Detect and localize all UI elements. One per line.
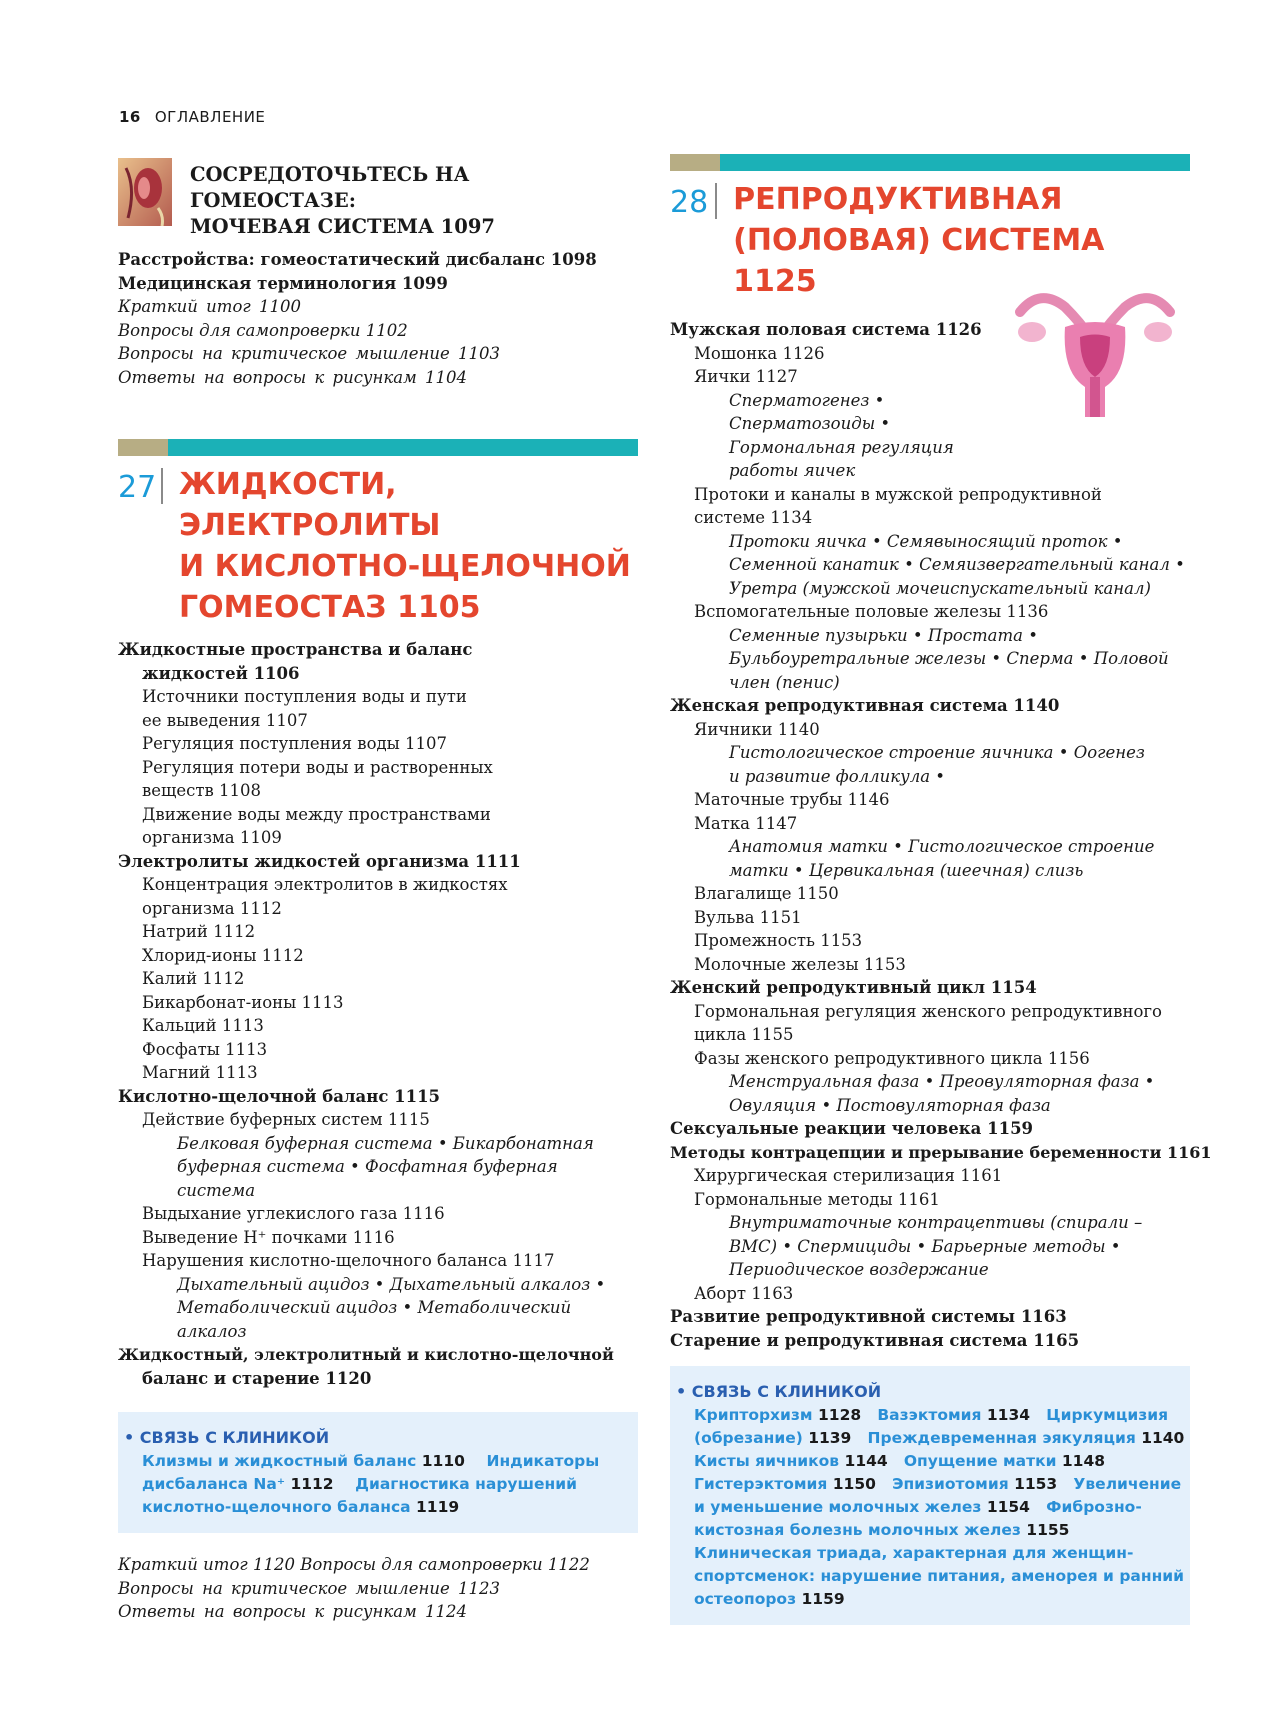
clinic-line	[694, 1588, 1178, 1611]
clinic-page: 1112	[290, 1475, 334, 1493]
clinic-page: 1140	[1141, 1429, 1185, 1447]
toc-subentry[interactable]: Метаболический ацидоз • Метаболический	[177, 1298, 572, 1317]
toc-subentry[interactable]: Дыхательный ацидоз • Дыхательный алкалоз •	[177, 1274, 606, 1294]
toc-subentry[interactable]: Белковая буферная система • Бикарбонатная	[177, 1133, 594, 1153]
toc-entry[interactable]: Ответы на вопросы к рисункам 1104	[118, 367, 467, 387]
toc-entry[interactable]: Медицинская терминология 1099	[118, 273, 448, 293]
chapter-number: 27	[118, 470, 157, 505]
toc-subentry[interactable]: и развитие фолликула •	[729, 766, 946, 786]
clinic-line	[694, 1450, 1178, 1473]
clinic-link[interactable]: Преждевременная эякуляция	[867, 1429, 1136, 1447]
clinic-page: 1153	[1014, 1475, 1058, 1493]
toc-entry[interactable]: баланс и старение 1120	[142, 1368, 372, 1388]
clinic-page: 1144	[844, 1452, 888, 1470]
clinic-link[interactable]: Фиброзно-	[1046, 1498, 1142, 1516]
toc-entry[interactable]: Гормональные методы 1161	[694, 1189, 940, 1209]
clinic-box	[118, 1412, 638, 1533]
toc-entry[interactable]: Вопросы для самопроверки 1102	[118, 320, 408, 340]
toc-entry[interactable]: Ответы на вопросы к рисункам 1124	[118, 1602, 467, 1621]
toc-entry[interactable]: Сексуальные реакции человека 1159	[670, 1119, 1034, 1138]
toc-subentry[interactable]: Семенные пузырьки • Простата •	[729, 625, 1038, 645]
clinic-link[interactable]: Клиническая триада, характерная для женщин-	[694, 1544, 1134, 1562]
toc-entry[interactable]: ее выведения 1107	[142, 710, 308, 730]
toc-subentry[interactable]: Семенной канатик • Семяизвергательный канал •	[729, 555, 1185, 574]
chapter-color-bar	[118, 439, 638, 456]
clinic-link[interactable]: Увеличение	[1073, 1475, 1182, 1493]
toc-entry[interactable]: Старение и репродуктивная система 1165	[670, 1330, 1080, 1350]
toc-subentry[interactable]: Уретра (мужской мочеиспускательный канал)	[729, 578, 1151, 598]
toc-subentry[interactable]: буферная система • Фосфатная буферная	[177, 1157, 558, 1176]
toc-entry[interactable]: Магний 1113	[142, 1063, 258, 1082]
clinic-link[interactable]: Диагностика нарушений	[355, 1475, 577, 1493]
toc-subentry[interactable]: член (пенис)	[729, 672, 840, 692]
clinic-link[interactable]: кислотно-щелочного баланса	[142, 1498, 411, 1516]
chapter-title-line: ЖИДКОСТИ, ЭЛЕКТРОЛИТЫ	[179, 467, 441, 543]
clinic-page: 1155	[1026, 1521, 1070, 1539]
clinic-link[interactable]: Гистерэктомия	[694, 1475, 828, 1493]
focus-title	[190, 162, 638, 240]
toc-entry[interactable]: Жидкостный, электролитный и кислотно-щелочной	[118, 1345, 614, 1364]
toc-entry[interactable]: Движение воды между пространствами	[142, 804, 491, 824]
toc-entry[interactable]: Молочные железы 1153	[694, 954, 906, 974]
clinic-page: 1110	[421, 1452, 465, 1470]
clinic-line	[694, 1519, 1178, 1542]
toc-entry[interactable]: организма 1109	[142, 828, 282, 847]
chapter-rule	[715, 183, 717, 219]
toc-entry[interactable]: системе 1134	[694, 508, 813, 527]
toc-subentry[interactable]: Сперматогенез •	[729, 390, 885, 410]
toc-entry[interactable]: Фосфаты 1113	[142, 1039, 268, 1059]
toc-entry[interactable]: Протоки и каналы в мужской репродуктивной	[694, 484, 1102, 504]
clinic-link[interactable]: Вазэктомия	[877, 1406, 982, 1424]
toc-subentry[interactable]: Гистологическое строение яичника • Оогенез	[729, 743, 1145, 762]
clinic-line	[694, 1565, 1185, 1588]
toc-entry[interactable]: Регуляция поступления воды 1107	[142, 734, 448, 753]
toc-entry[interactable]: Нарушения кислотно-щелочного баланса 1117	[142, 1251, 555, 1270]
toc-entry[interactable]: Бикарбонат-ионы 1113	[142, 992, 344, 1012]
clinic-page: 1134	[986, 1406, 1031, 1424]
left-column	[118, 158, 638, 1624]
toc-entry[interactable]: веществ 1108	[142, 781, 262, 800]
toc-entry[interactable]: Калий 1112	[142, 969, 245, 988]
clinic-link[interactable]: Опущение матки	[903, 1452, 1057, 1470]
chapter-title-line: И КИСЛОТНО-ЩЕЛОЧНОЙ	[179, 549, 631, 584]
clinic-page: 1150	[832, 1475, 876, 1493]
chapter-27-entries	[118, 638, 638, 1390]
toc-entry[interactable]: организма 1112	[142, 898, 282, 918]
toc-entry[interactable]: Краткий итог 1100	[118, 297, 301, 316]
toc-entry[interactable]: Выведение H⁺ почками 1116	[142, 1227, 395, 1247]
clinic-line	[142, 1473, 626, 1496]
toc-subentry[interactable]: Протоки яичка • Семявыносящий проток •	[729, 531, 1123, 551]
clinic-body	[124, 1450, 626, 1519]
toc-entry[interactable]: Источники поступления воды и пути	[142, 687, 467, 706]
clinic-body	[676, 1404, 1185, 1611]
chapter-title-line: (ПОЛОВАЯ) СИСТЕМА 1125	[733, 223, 1105, 299]
running-header	[119, 108, 265, 126]
clinic-link[interactable]: Крипторхизм	[694, 1406, 813, 1424]
toc-entry[interactable]: Яички 1127	[694, 367, 798, 386]
toc-entry[interactable]: Промежность 1153	[694, 931, 863, 950]
clinic-link[interactable]: кистозная болезнь молочных желез	[694, 1521, 1021, 1539]
clinic-link[interactable]: спортсменок: нарушение питания, аменорея и ранний	[694, 1567, 1185, 1585]
toc-entry[interactable]: Развитие репродуктивной системы 1163	[670, 1307, 1067, 1326]
toc-entry[interactable]: Женская репродуктивная система 1140	[670, 696, 1060, 715]
clinic-line	[142, 1496, 626, 1519]
chapter-number: 28	[670, 185, 709, 220]
chapter-color-bar	[670, 154, 1190, 171]
toc-entry[interactable]: жидкостей 1106	[142, 663, 300, 683]
clinic-heading: • СВЯЗЬ С КЛИНИКОЙ	[676, 1382, 882, 1401]
clinic-line	[142, 1450, 626, 1473]
focus-entries	[118, 248, 638, 389]
focus-title-line: МОЧЕВАЯ СИСТЕМА 1097	[190, 215, 495, 238]
toc-entry[interactable]: Гормональная регуляция женского репродуктивного	[694, 1001, 1162, 1021]
toc-entry[interactable]: Маточные трубы 1146	[694, 790, 890, 809]
focus-block	[118, 158, 638, 238]
uterus-illustration-icon	[1010, 282, 1180, 422]
toc-subentry[interactable]: Менструальная фаза • Преовуляторная фаза •	[729, 1072, 1155, 1091]
toc-entry[interactable]: Жидкостные пространства и баланс	[118, 640, 473, 659]
toc-entry[interactable]: Выдыхание углекислого газа 1116	[142, 1204, 445, 1223]
toc-entry[interactable]: Концентрация электролитов в жидкостях	[142, 875, 508, 894]
toc-entry[interactable]: Мошонка 1126	[694, 343, 825, 363]
toc-entry[interactable]: Вопросы на критическое мышление 1103	[118, 344, 500, 363]
toc-entry[interactable]: Регуляция потери воды и растворенных	[142, 757, 493, 777]
toc-subentry[interactable]: Гормональная регуляция	[729, 437, 954, 457]
clinic-page: 1139	[808, 1429, 852, 1447]
chapter-27	[118, 439, 638, 1624]
chapter-title[interactable]	[179, 462, 638, 628]
toc-entry[interactable]: Натрий 1112	[142, 922, 256, 941]
clinic-heading: • СВЯЗЬ С КЛИНИКОЙ	[124, 1428, 330, 1447]
toc-entry[interactable]: Электролиты жидкостей организма 1111	[118, 851, 521, 871]
clinic-line	[694, 1496, 1178, 1519]
toc-entry[interactable]: Мужская половая система 1126	[670, 320, 982, 339]
toc-subentry[interactable]: Анатомия матки • Гистологическое строение	[729, 837, 1155, 856]
toc-entry[interactable]: Вспомогательные половые железы 1136	[694, 602, 1049, 621]
toc-subentry[interactable]: Периодическое воздержание	[729, 1260, 989, 1279]
clinic-link[interactable]: Циркумцизия	[1046, 1406, 1169, 1424]
page-number: 16	[119, 108, 141, 126]
clinic-line	[694, 1473, 1182, 1496]
toc-entry[interactable]: Вопросы на критическое мышление 1123	[118, 1578, 500, 1598]
clinic-link[interactable]: и уменьшение молочных желез	[694, 1498, 982, 1516]
toc-subentry[interactable]: матки • Цервикальная (шеечная) слизь	[729, 860, 1084, 880]
focus-title-line: СОСРЕДОТОЧЬТЕСЬ НА ГОМЕОСТАЗЕ:	[190, 163, 470, 212]
clinic-page: 1154	[986, 1498, 1030, 1516]
toc-entry[interactable]: Яичники 1140	[694, 719, 820, 739]
chapter-28-entries	[670, 318, 1212, 1352]
toc-subentry[interactable]: алкалоз	[177, 1321, 247, 1341]
clinic-line	[694, 1542, 1178, 1565]
clinic-link[interactable]: Клизмы и жидкостный баланс	[142, 1452, 417, 1470]
chapter-title-line: ГОМЕОСТАЗ 1105	[179, 590, 481, 625]
clinic-page: 1148	[1061, 1452, 1106, 1470]
chapter-title-line: РЕПРОДУКТИВНАЯ	[733, 182, 1063, 217]
clinic-link[interactable]: (обрезание)	[694, 1429, 803, 1447]
toc-entry[interactable]: Хлорид-ионы 1112	[142, 945, 304, 965]
toc-entry[interactable]: Вульва 1151	[694, 907, 802, 927]
clinic-link[interactable]: Кисты яичников	[694, 1452, 840, 1470]
toc-entry[interactable]: Методы контрацепции и прерывание беременности 1161	[670, 1142, 1212, 1162]
toc-entry[interactable]: Матка 1147	[694, 813, 798, 833]
toc-entry[interactable]: Влагалище 1150	[694, 884, 839, 903]
toc-entry[interactable]: Краткий итог 1120 Вопросы для самопроверки 1122	[118, 1555, 590, 1574]
clinic-link[interactable]: Эпизиотомия	[892, 1475, 1009, 1493]
chapter-27-tail	[118, 1553, 638, 1624]
clinic-page: 1159	[801, 1590, 845, 1608]
clinic-link[interactable]: Индикаторы	[486, 1452, 600, 1470]
clinic-line	[694, 1404, 1178, 1427]
toc-subentry[interactable]: Внутриматочные контрацептивы (спирали –	[729, 1213, 1143, 1232]
kidney-illustration-icon	[118, 158, 172, 226]
chapter-heading	[118, 462, 638, 628]
clinic-line	[694, 1427, 1185, 1450]
clinic-link[interactable]: остеопороз	[694, 1590, 797, 1608]
toc-entry[interactable]: Расстройства: гомеостатический дисбаланс 1098	[118, 250, 597, 269]
toc-subentry[interactable]: Овуляция • Постовуляторная фаза	[729, 1095, 1051, 1115]
toc-subentry[interactable]: Бульбоуретральные железы • Сперма • Половой	[729, 649, 1169, 668]
section-title: ОГЛАВЛЕНИЕ	[154, 108, 266, 126]
clinic-link[interactable]: дисбаланса Na⁺	[142, 1475, 286, 1493]
toc-subentry[interactable]: работы яичек	[729, 461, 856, 480]
toc-entry[interactable]: Фазы женского репродуктивного цикла 1156	[694, 1048, 1090, 1068]
clinic-page: 1119	[416, 1498, 460, 1516]
clinic-page: 1128	[818, 1406, 862, 1424]
toc-entry[interactable]: Кальций 1113	[142, 1016, 264, 1035]
toc-subentry[interactable]: система	[177, 1180, 256, 1200]
toc-entry[interactable]: Женский репродуктивный цикл 1154	[670, 978, 1037, 997]
toc-entry[interactable]: Хирургическая стерилизация 1161	[694, 1166, 1003, 1185]
toc-entry[interactable]: Действие буферных систем 1115	[142, 1110, 430, 1129]
clinic-box	[670, 1366, 1190, 1625]
chapter-rule	[161, 468, 163, 504]
toc-entry[interactable]: Кислотно-щелочной баланс 1115	[118, 1086, 441, 1106]
toc-subentry[interactable]: Сперматозоиды •	[729, 414, 891, 433]
toc-entry[interactable]: цикла 1155	[694, 1025, 794, 1044]
toc-subentry[interactable]: ВМС) • Спермициды • Барьерные методы •	[729, 1236, 1121, 1256]
toc-entry[interactable]: Аборт 1163	[694, 1283, 794, 1303]
